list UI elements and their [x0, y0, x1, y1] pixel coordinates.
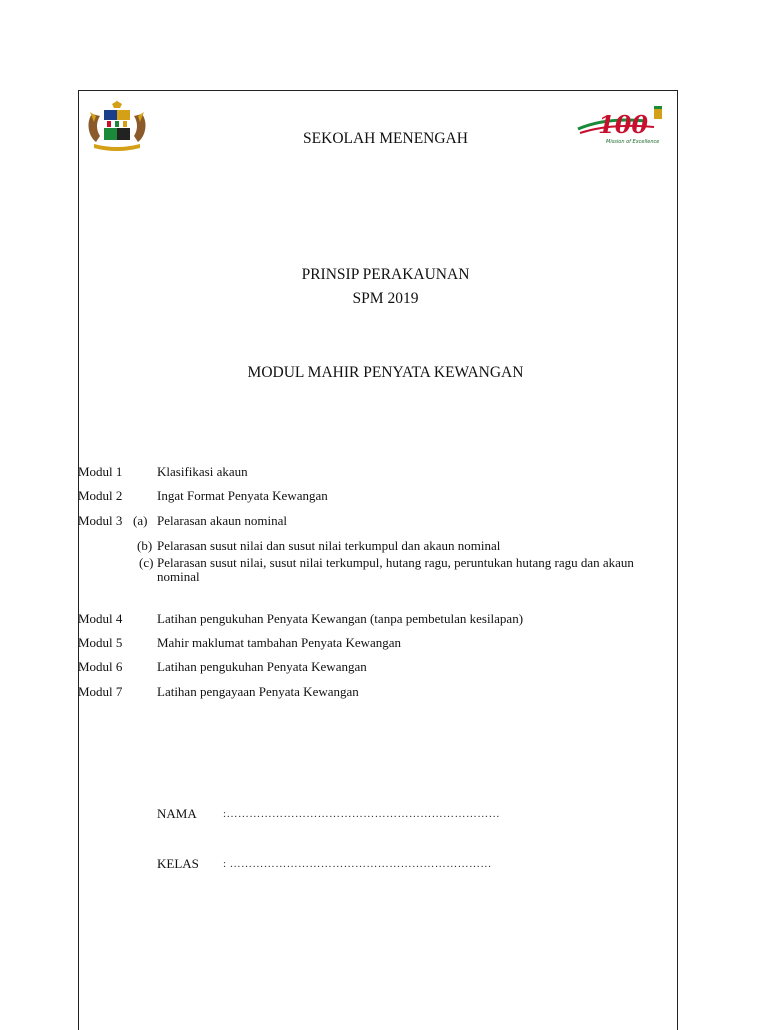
module-part-a: (a)	[133, 513, 148, 528]
module-title-3b: Pelarasan susut nilai dan susut nilai terkumpul dan akaun nominal	[157, 538, 501, 553]
logo-tagline: Mission of Excellence	[606, 139, 660, 145]
module-label: Modul 3	[78, 513, 123, 528]
module-label: Modul 2	[78, 488, 123, 503]
module-title-1: Klasifikasi akaun	[157, 464, 248, 479]
module-label: Modul 1	[78, 464, 123, 479]
module-part-b: (b)	[137, 538, 153, 553]
module-title-7: Latihan pengayaan Penyata Kewangan	[157, 684, 359, 699]
module-label: Modul 4	[78, 611, 123, 626]
module-title-3c: Pelarasan susut nilai, susut nilai terkumpul, hutang ragu, peruntukan hutang ragu dan akaun nominal	[157, 555, 634, 584]
module-label: Modul 6	[78, 659, 123, 674]
module-title-2: Ingat Format Penyata Kewangan	[157, 488, 328, 503]
school-title: SEKOLAH MENENGAH	[303, 130, 468, 147]
module-label: Modul 5	[78, 635, 123, 650]
module-label: Modul 7	[78, 684, 123, 699]
nama-field[interactable]: :………………………………………………………………	[223, 808, 501, 820]
module-title-6: Latihan pengukuhan Penyata Kewangan	[157, 659, 367, 674]
nama-label: NAMA	[157, 806, 197, 821]
module-part-c: (c)	[139, 555, 154, 570]
module-title-5: Mahir maklumat tambahan Penyata Kewangan	[157, 635, 402, 650]
exam-title: SPM 2019	[352, 290, 419, 307]
module-title-3a: Pelarasan akaun nominal	[157, 513, 287, 528]
kelas-field[interactable]: : ……………………………………………………………	[223, 858, 492, 870]
module-title: MODUL MAHIR PENYATA KEWANGAN	[247, 364, 524, 381]
module-title-4: Latihan pengukuhan Penyata Kewangan (tanpa pembetulan kesilapan)	[157, 611, 524, 626]
kelas-label: KELAS	[157, 856, 199, 871]
logo-number: 100	[598, 110, 649, 139]
subject-title: PRINSIP PERAKAUNAN	[301, 266, 470, 283]
